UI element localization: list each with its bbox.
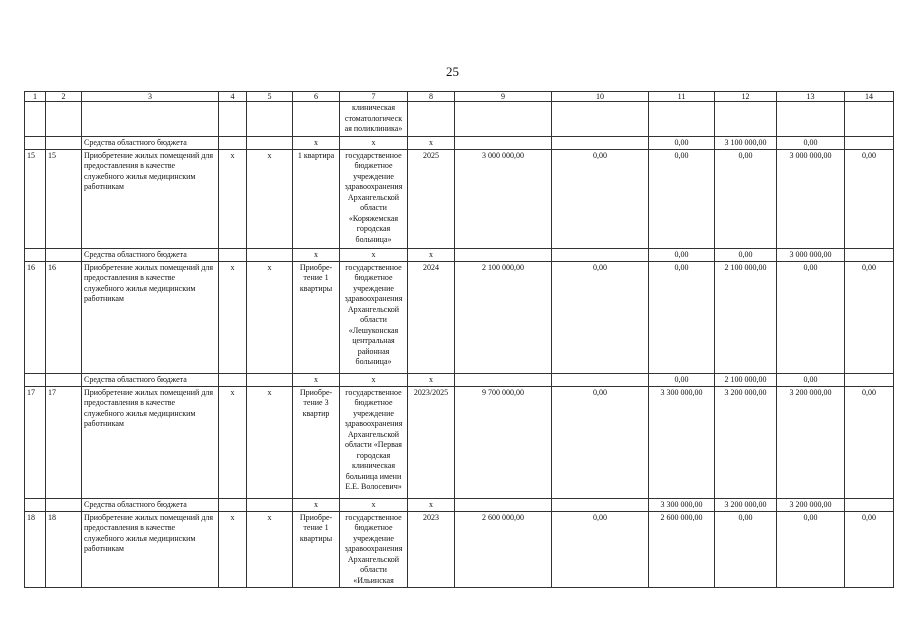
- row-number-cell: 17: [25, 386, 46, 498]
- empty-cell: [552, 136, 649, 149]
- empty-cell: [46, 136, 82, 149]
- amount-cell: 2 600 000,00: [649, 511, 715, 588]
- amount-cell: 3 200 000,00: [715, 498, 777, 511]
- amount-cell: 0,00: [845, 511, 894, 588]
- col5-cell: x: [247, 386, 293, 498]
- item-number-cell: 15: [46, 149, 82, 248]
- header-cell: 2: [46, 92, 82, 102]
- col5-cell: x: [247, 261, 293, 373]
- empty-cell: [46, 248, 82, 261]
- amount-cell: [845, 373, 894, 386]
- amount-cell: 0,00: [845, 261, 894, 373]
- funding-label-cell: Средства областного бюджета: [82, 248, 219, 261]
- header-cell: 11: [649, 92, 715, 102]
- x-mark-cell: x: [340, 248, 408, 261]
- header-cell: 1: [25, 92, 46, 102]
- activity-name-cell: Приобретение жилых помещений для предоставления в качестве служебного жилья медицинским работникам: [82, 511, 219, 588]
- amount-cell: 3 200 000,00: [777, 386, 845, 498]
- page-number: 25: [446, 64, 459, 79]
- header-cell: 13: [777, 92, 845, 102]
- item-number-cell: 18: [46, 511, 82, 588]
- x-mark-cell: x: [340, 373, 408, 386]
- amount-cell: 0,00: [552, 511, 649, 588]
- amount-cell: 0,00: [649, 261, 715, 373]
- empty-cell: [25, 373, 46, 386]
- amount-cell: 0,00: [649, 136, 715, 149]
- amount-cell: 0,00: [715, 248, 777, 261]
- header-cell: 4: [219, 92, 247, 102]
- activity-name-cell: Приобретение жилых помещений для предоставления в качестве служебного жилья медицинским работникам: [82, 386, 219, 498]
- col4-cell: x: [219, 386, 247, 498]
- institution-cell: государственное бюджетное учреждение здравоохранения Архангельской области «Коряжемская городская больница»: [340, 149, 408, 248]
- row-number-cell: 15: [25, 149, 46, 248]
- empty-cell: [455, 373, 552, 386]
- amount-cell: 3 200 000,00: [715, 386, 777, 498]
- x-mark-cell: x: [340, 498, 408, 511]
- amount-cell: 0,00: [777, 373, 845, 386]
- header-row: [25, 92, 894, 102]
- budget-table: [24, 91, 894, 588]
- empty-cell: [219, 373, 247, 386]
- table-row: [25, 511, 894, 588]
- item-number-cell: 17: [46, 386, 82, 498]
- total-amount-cell: 9 700 000,00: [455, 386, 552, 498]
- institution-cell: государственное бюджетное учреждение здравоохранения Архангельской области «Первая городская клиническая больница имени Е.Е. Волосевич»: [340, 386, 408, 498]
- col5-cell: x: [247, 511, 293, 588]
- funding-row: [25, 373, 894, 386]
- empty-cell: [247, 136, 293, 149]
- result-cell: Приобре-тение 1 квартиры: [293, 261, 340, 373]
- x-mark-cell: x: [293, 498, 340, 511]
- header-cell: 3: [82, 92, 219, 102]
- empty-cell: [25, 248, 46, 261]
- empty-cell: [25, 498, 46, 511]
- x-mark-cell: x: [408, 136, 455, 149]
- year-cell: 2023: [408, 511, 455, 588]
- x-mark-cell: x: [293, 136, 340, 149]
- amount-cell: 0,00: [649, 373, 715, 386]
- header-cell: 8: [408, 92, 455, 102]
- amount-cell: 0,00: [649, 248, 715, 261]
- amount-cell: 3 300 000,00: [649, 386, 715, 498]
- row-number-cell: 18: [25, 511, 46, 588]
- result-cell: Приобре-тение 1 квартиры: [293, 511, 340, 588]
- empty-cell: [46, 498, 82, 511]
- funding-row: [25, 136, 894, 149]
- empty-cell: [552, 248, 649, 261]
- year-cell: 2025: [408, 149, 455, 248]
- activity-name-cell: Приобретение жилых помещений для предоставления в качестве служебного жилья медицинским работникам: [82, 149, 219, 248]
- result-cell: Приобре-тение 3 квартир: [293, 386, 340, 498]
- amount-cell: 0,00: [552, 149, 649, 248]
- item-number-cell: 16: [46, 261, 82, 373]
- empty-cell: [455, 498, 552, 511]
- col4-cell: x: [219, 261, 247, 373]
- empty-cell: [46, 373, 82, 386]
- amount-cell: 2 100 000,00: [715, 261, 777, 373]
- amount-cell: 3 200 000,00: [777, 498, 845, 511]
- empty-cell: [247, 248, 293, 261]
- empty-cell: [552, 373, 649, 386]
- amount-cell: 3 300 000,00: [649, 498, 715, 511]
- result-cell: 1 квартира: [293, 149, 340, 248]
- amount-cell: 0,00: [845, 149, 894, 248]
- empty-cell: [219, 498, 247, 511]
- funding-row: [25, 248, 894, 261]
- empty-cell: [25, 136, 46, 149]
- header-cell: 9: [455, 92, 552, 102]
- header-cell: 12: [715, 92, 777, 102]
- header-cell: 5: [247, 92, 293, 102]
- year-cell: 2024: [408, 261, 455, 373]
- activity-name-cell: Приобретение жилых помещений для предоставления в качестве служебного жилья медицинским работникам: [82, 261, 219, 373]
- total-amount-cell: 2 100 000,00: [455, 261, 552, 373]
- amount-cell: 3 000 000,00: [777, 248, 845, 261]
- amount-cell: 0,00: [777, 261, 845, 373]
- amount-cell: [845, 248, 894, 261]
- amount-cell: 0,00: [777, 136, 845, 149]
- amount-cell: 0,00: [777, 511, 845, 588]
- amount-cell: 0,00: [845, 386, 894, 498]
- institution-cell: государственное бюджетное учреждение здравоохранения Архангельской области «Ильинская: [340, 511, 408, 588]
- empty-cell: [455, 136, 552, 149]
- table-body: [25, 92, 894, 588]
- col4-cell: x: [219, 149, 247, 248]
- amount-cell: 0,00: [715, 149, 777, 248]
- header-cell: 7: [340, 92, 408, 102]
- amount-cell: 0,00: [649, 149, 715, 248]
- x-mark-cell: x: [408, 373, 455, 386]
- empty-cell: [247, 498, 293, 511]
- amount-cell: [845, 136, 894, 149]
- x-mark-cell: x: [408, 498, 455, 511]
- total-amount-cell: 3 000 000,00: [455, 149, 552, 248]
- empty-cell: [247, 373, 293, 386]
- funding-row: [25, 498, 894, 511]
- empty-cell: [552, 498, 649, 511]
- table-row: [25, 386, 894, 498]
- empty-cell: [455, 248, 552, 261]
- col5-cell: x: [247, 149, 293, 248]
- institution-cell: государственное бюджетное учреждение здравоохранения Архангельской области «Лешуконская центральная районная больница»: [340, 261, 408, 373]
- x-mark-cell: x: [408, 248, 455, 261]
- x-mark-cell: x: [340, 136, 408, 149]
- table-row: [25, 261, 894, 373]
- institution-cell: клиническая стоматологическ ая поликлиника»: [340, 102, 408, 137]
- table-row: [25, 149, 894, 248]
- funding-label-cell: Средства областного бюджета: [82, 136, 219, 149]
- header-cell: 10: [552, 92, 649, 102]
- funding-label-cell: Средства областного бюджета: [82, 373, 219, 386]
- header-cell: 6: [293, 92, 340, 102]
- empty-cell: [219, 248, 247, 261]
- funding-label-cell: Средства областного бюджета: [82, 498, 219, 511]
- header-cell: 14: [845, 92, 894, 102]
- amount-cell: 0,00: [552, 386, 649, 498]
- year-cell: 2023/2025: [408, 386, 455, 498]
- col4-cell: x: [219, 511, 247, 588]
- amount-cell: 3 100 000,00: [715, 136, 777, 149]
- empty-cell: [219, 136, 247, 149]
- amount-cell: 3 000 000,00: [777, 149, 845, 248]
- x-mark-cell: x: [293, 248, 340, 261]
- total-amount-cell: 2 600 000,00: [455, 511, 552, 588]
- amount-cell: 0,00: [715, 511, 777, 588]
- x-mark-cell: x: [293, 373, 340, 386]
- amount-cell: 2 100 000,00: [715, 373, 777, 386]
- continuation-row: [25, 102, 894, 137]
- row-number-cell: 16: [25, 261, 46, 373]
- amount-cell: 0,00: [552, 261, 649, 373]
- amount-cell: [845, 498, 894, 511]
